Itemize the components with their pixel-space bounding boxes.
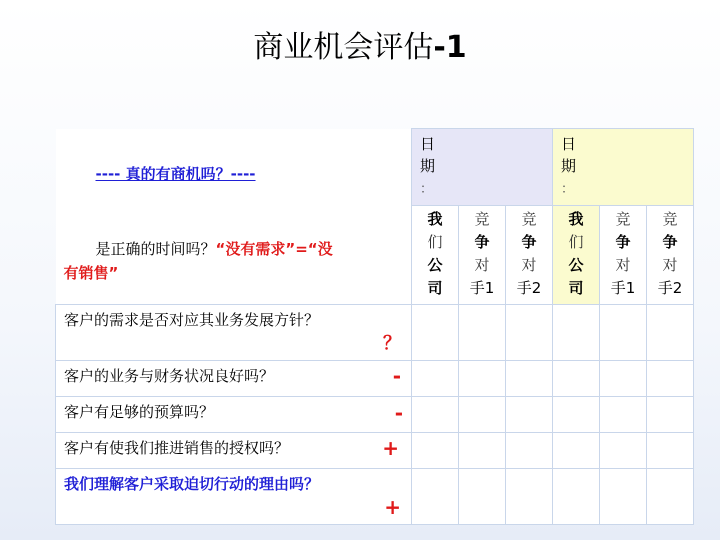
score-cell[interactable] <box>553 397 600 433</box>
score-cell[interactable] <box>600 361 647 397</box>
date-colon: ： <box>420 182 434 197</box>
score-cell[interactable] <box>506 469 553 525</box>
no-demand-text-a: “没有需求”=“没 <box>215 239 333 258</box>
question-row-authority <box>56 433 412 469</box>
header-question-cell <box>56 129 412 305</box>
score-cell[interactable] <box>647 469 694 525</box>
question-right-time <box>64 237 409 285</box>
score-cell[interactable] <box>647 361 694 397</box>
row-mark: - <box>394 401 403 425</box>
score-cell[interactable] <box>459 433 506 469</box>
score-cell[interactable] <box>600 433 647 469</box>
date-label-a: 日期 <box>420 135 436 175</box>
row-text: 客户有足够的预算吗？ <box>64 403 215 421</box>
score-cell[interactable] <box>459 397 506 433</box>
score-cell[interactable] <box>553 433 600 469</box>
row-mark: + <box>382 436 399 460</box>
col-header-competitor2-a: 竞 争 对 手2 <box>506 206 553 305</box>
score-cell[interactable] <box>600 305 647 361</box>
score-cell[interactable] <box>412 361 459 397</box>
title-main: 商业机会评估 <box>253 30 434 65</box>
col-header-competitor1-b: 竞 争 对 手1 <box>600 206 647 305</box>
row-text: 我们理解客户采取迫切行动的理由吗？ <box>64 475 320 493</box>
question-row-financial-health <box>56 361 412 397</box>
score-cell[interactable] <box>506 305 553 361</box>
date-cell-b[interactable] <box>553 129 694 206</box>
row-text: 客户的业务与财务状况良好吗？ <box>64 367 275 385</box>
score-cell[interactable] <box>553 469 600 525</box>
score-cell[interactable] <box>506 361 553 397</box>
row-text: 客户有使我们推进销售的授权吗？ <box>64 439 290 457</box>
score-cell[interactable] <box>506 397 553 433</box>
score-cell[interactable] <box>600 469 647 525</box>
row-mark: + <box>384 495 401 519</box>
title-suffix: -1 <box>433 30 467 65</box>
row-mark: ？ <box>383 333 401 354</box>
row-text: 客户的需求是否对应其业务发展方针？ <box>64 311 320 329</box>
question-real-opportunity: ---- 真的有商机吗？---- <box>95 164 256 183</box>
col-header-our-company-b: 我 们 公 司 <box>553 206 600 305</box>
score-cell[interactable] <box>459 361 506 397</box>
col-header-competitor1-a: 竞 争 对 手1 <box>459 206 506 305</box>
score-cell[interactable] <box>647 433 694 469</box>
evaluation-table <box>55 128 694 525</box>
col-header-competitor2-b: 竞 争 对 手2 <box>647 206 694 305</box>
score-cell[interactable] <box>412 397 459 433</box>
row-mark: - <box>392 364 401 388</box>
question-row-urgency <box>56 469 412 525</box>
score-cell[interactable] <box>459 469 506 525</box>
no-demand-text-b: 有销售” <box>63 263 119 282</box>
score-cell[interactable] <box>647 305 694 361</box>
score-cell[interactable] <box>553 361 600 397</box>
col-header-our-company-a: 我 们 公 司 <box>412 206 459 305</box>
score-cell[interactable] <box>412 305 459 361</box>
date-cell-a[interactable] <box>412 129 553 206</box>
date-label-b: 日期 <box>561 135 577 175</box>
question-right-time-text: 是正确的时间吗？ <box>95 239 216 258</box>
score-cell[interactable] <box>647 397 694 433</box>
score-cell[interactable] <box>506 433 553 469</box>
question-row-budget <box>56 397 412 433</box>
score-cell[interactable] <box>412 469 459 525</box>
score-cell[interactable] <box>600 397 647 433</box>
date-colon: ： <box>561 182 575 197</box>
question-row-business-direction <box>56 305 412 361</box>
score-cell[interactable] <box>459 305 506 361</box>
score-cell[interactable] <box>553 305 600 361</box>
slide-title <box>0 22 720 66</box>
score-cell[interactable] <box>412 433 459 469</box>
